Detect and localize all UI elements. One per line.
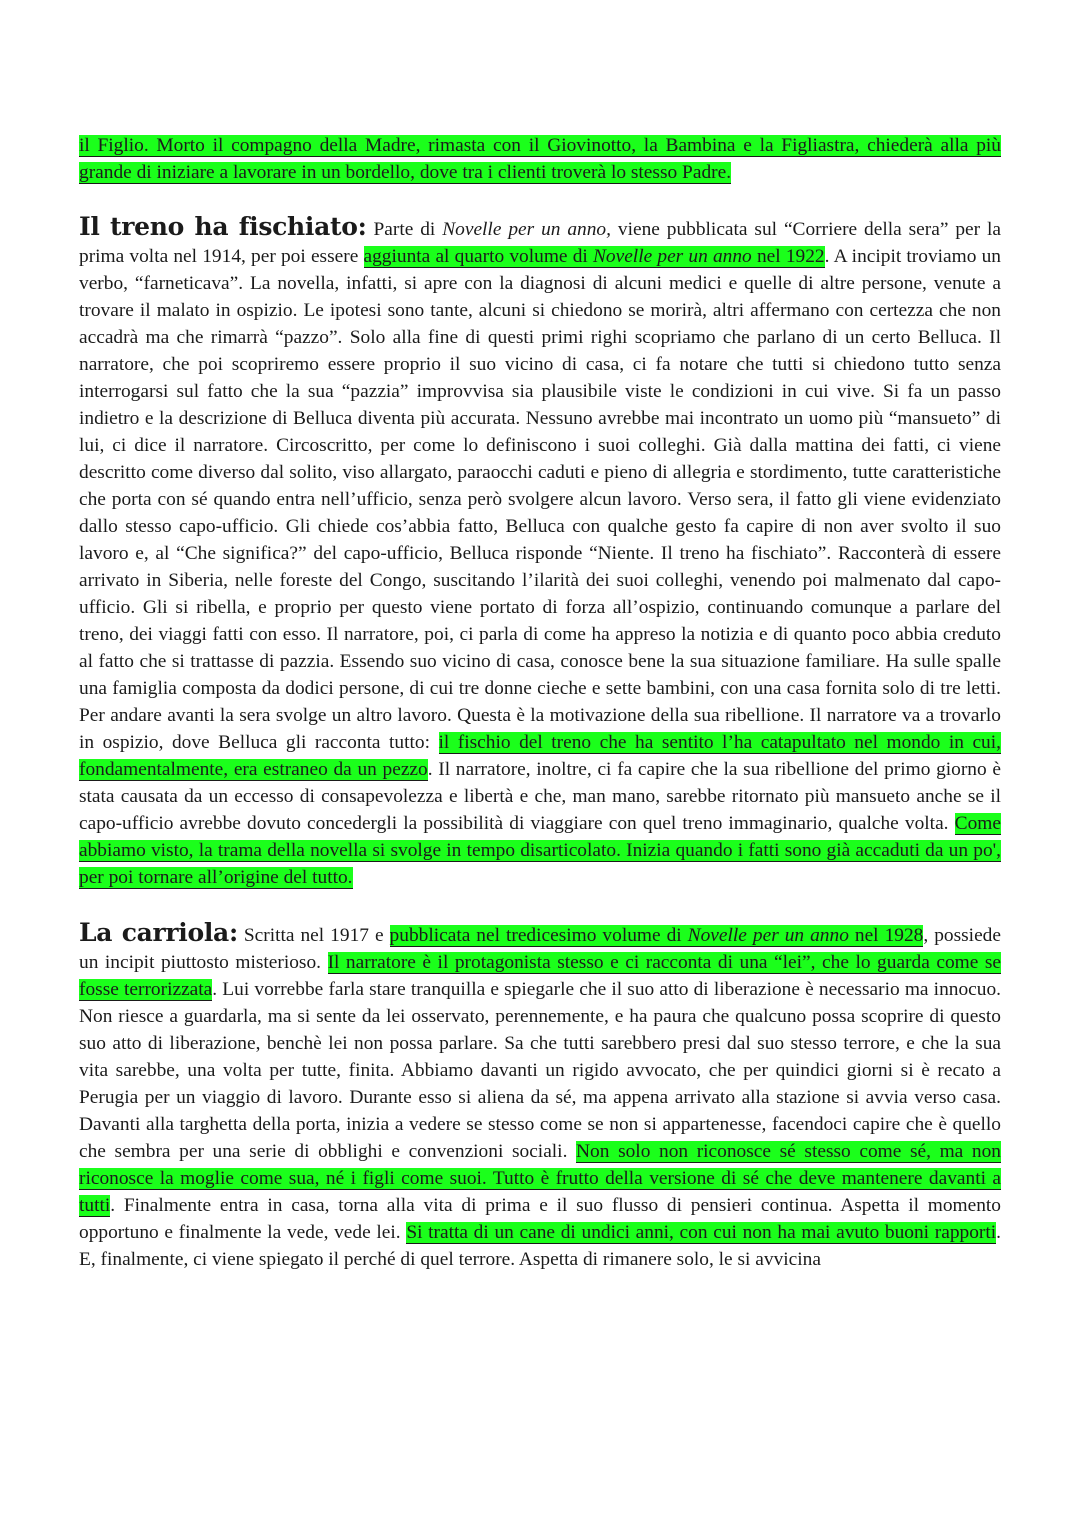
- body-text: . E, finalmente, ci viene spiegato il perché di quel terrore. Aspetta di rimanere solo, le si avvicina: [79, 1222, 1001, 1270]
- highlight: Il narratore è il protagonista stesso e ci racconta di una “lei”, che lo guarda come se fosse terrorizzata: [79, 952, 1002, 1000]
- intro-paragraph: [79, 132, 1001, 186]
- section-gap: [79, 891, 1001, 919]
- body-text: Scritta nel 1917 e: [237, 925, 390, 946]
- highlight-text: nel 1922: [751, 246, 825, 267]
- body-text: Parte di: [366, 219, 443, 240]
- highlight: Non solo non riconosce sé stesso come sé, ma non riconosce la moglie come sua, né i figli come suoi. Tutto è frutto della versione di sé che deve mantenere davanti a tutti: [79, 1141, 1001, 1216]
- body-text: viene pubblicata sul “Corriere della sera” per la prima volta nel 1914, per poi essere: [79, 219, 1001, 267]
- body-text: . Lui vorrebbe farla stare tranquilla e spiegarle che il suo atto di liberazione è necessario ma innocuo. Non riesce a guardarla, ma si sente da lei osservato, perennemente, e ha paura che qualcuno possa scoprire di questo suo atto di liberazione, benchè lei non possa parlare. Sa che tutti sarebbero presi dal suo stesso terrore, e che la sua vita sarebbe, una volta per tutte, finita. Abbiamo davanti un rigido avvocato, che per quindici giorni si è recato a Perugia per un viaggio di lavoro. Durante esso si aliena da sé, ma appena arrivato alla stazione si avvia verso casa. Davanti alla targhetta della porta, inizia a vedere se stesso come se non si appartenesse, facendoci capire che è quello che sembra per una serie di obblighi e convenzioni sociali.: [79, 979, 1001, 1162]
- highlight-text: nel 1928: [848, 925, 924, 946]
- body-text: , possiede un incipit piuttosto misterioso.: [79, 925, 1001, 973]
- highlight: il Figlio. Morto il compagno della Madre, rimasta con il Giovinotto, la Bambina e la Figliastra, chiederà alla più grande di iniziare a lavorare in un bordello, dove tra i clienti troverà lo stesso Padre.: [79, 135, 1001, 183]
- highlight-text: pubblicata nel tredicesimo volume di: [389, 925, 688, 946]
- body-text: . Il narratore, inoltre, ci fa capire che la sua ribellione del primo giorno è stata causata da un eccesso di consapevolezza e libertà e che, man mano, sarebbe ritornato più mansueto anche se il capo-ufficio avrebbe dovuto concedergli la possibilità di viaggiare con quel treno immaginario, qualche volta.: [79, 759, 1001, 834]
- italic-title: Novelle per un anno,: [442, 219, 611, 240]
- document-page: [79, 132, 1001, 1273]
- highlight: il fischio del treno che ha sentito l’ha catapultato nel mondo in cui, fondamentalmente, era estraneo da un pezzo: [79, 732, 1001, 780]
- highlight: [364, 246, 825, 268]
- italic-title: Novelle per un anno: [687, 925, 849, 946]
- highlight: Come abbiamo visto, la trama della novella si svolge in tempo disarticolato. Inizia quando i fatti sono già accaduti da un po', per poi tornare all’origine del tutto.: [79, 813, 1001, 888]
- italic-title: Novelle per un anno: [592, 246, 752, 267]
- highlight-text: aggiunta al quarto volume di: [363, 246, 593, 267]
- section-title-treno: Il treno ha fischiato:: [79, 212, 367, 241]
- section-la-carriola: [79, 919, 1001, 1273]
- section-title-carriola: La carriola:: [79, 918, 238, 947]
- highlight: Si tratta di un cane di undici anni, con cui non ha mai avuto buoni rapporti: [406, 1222, 997, 1243]
- section-il-treno-ha-fischiato: [79, 213, 1001, 891]
- highlight: [390, 925, 924, 947]
- body-text: . Finalmente entra in casa, torna alla vita di prima e il suo flusso di pensieri continua. Aspetta il momento opportuno e finalmente la vede, vede lei.: [79, 1195, 1001, 1243]
- body-text: . A incipit troviamo un verbo, “farneticava”. La novella, infatti, si apre con la diagnosi di alcuni medici e quelle di altre persone, venute a trovare il malato in ospizio. Le ipotesi sono tante, alcuni si chiedono se morirà, altri affermano con certezza che non accadrà ma che rimarrà “pazzo”. Solo alla fine di questi primi righi scopriamo che parlano di un certo Belluca. Il narratore, che poi scopriremo essere proprio il suo vicino di casa, ci fa notare che tutti si chiedono tutto senza interrogarsi sul fatto che la sua “pazzia” improvvisa sia plausibile viste le condizioni in cui vive. Si fa un passo indietro e la descrizione di Belluca diventa più accurata. Nessuno avrebbe mai incontrato un uomo più “mansueto” di lui, ci dice il narratore. Circoscritto, per come lo definiscono i suoi colleghi. Già dalla mattina dei fatti, ci viene descritto come diverso dal solito, viso allargato, paraocchi caduti e pieno di allegria e stordimento, tutte caratteristiche che porta con sé quando entra nell’ufficio, senza però svolgere alcun lavoro. Verso sera, il fatto gli viene evidenziato dallo stesso capo-ufficio. Gli chiede cos’abbia fatto, Belluca con qualche gesto fa capire di non aver svolto il suo lavoro e, al “Che significa?” del capo-ufficio, Belluca risponde “Niente. Il treno ha fischiato”. Racconterà di essere arrivato in Siberia, nelle foreste del Congo, suscitando l’ilarità dei suoi colleghi, venendo poi malmenato dal capo-ufficio. Gli si ribella, e proprio per questo viene portato di forza all’ospizio, continuando comunque a parlare del treno, dei viaggi fatti con esso. Il narratore, poi, ci parla di come ha appreso la notizia e di quanto poco abbia creduto al fatto che si trattasse di pazzia. Essendo suo vicino di casa, conosce bene la sua situazione familiare. Ha sulle spalle una famiglia composta da dodici persone, di cui tre donne cieche e sette bambini, con una casa fornita solo di tre letti. Per andare avanti la sera svolge un altro lavoro. Questa è la motivazione della sua ribellione. Il narratore va a trovarlo in ospizio, dove Belluca gli racconta tutto:: [79, 246, 1001, 753]
